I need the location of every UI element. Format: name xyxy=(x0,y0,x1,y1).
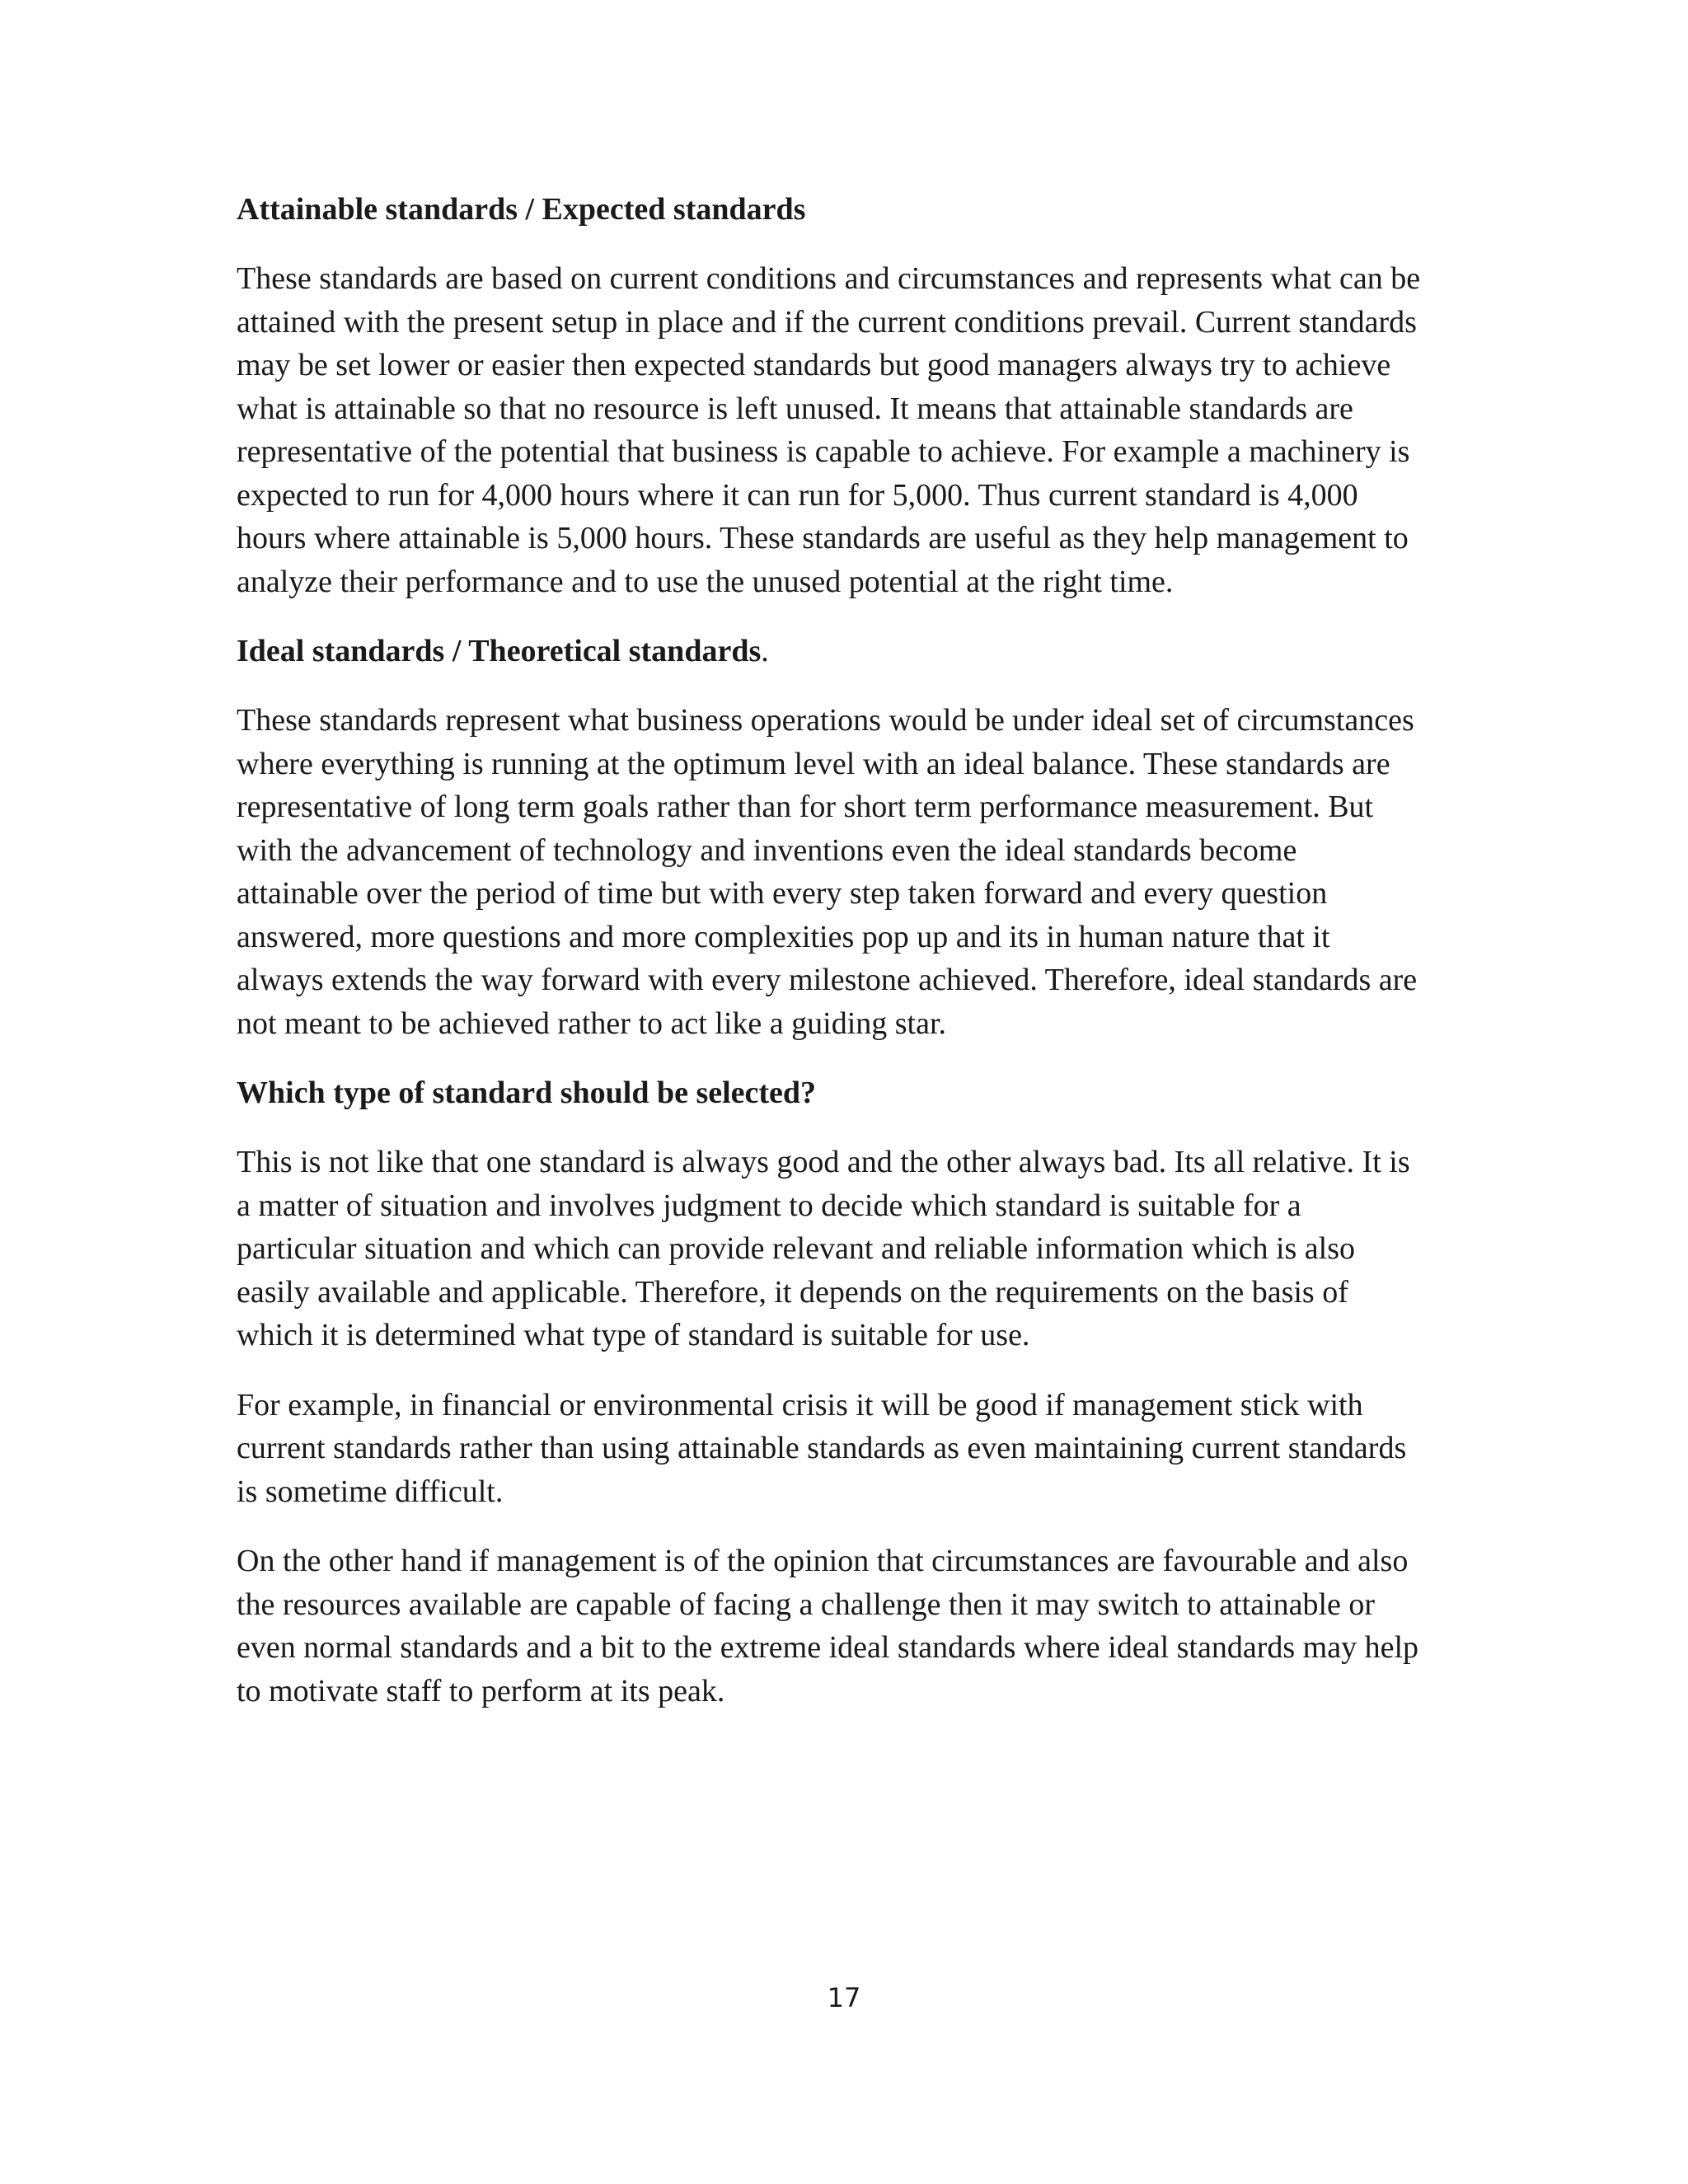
text-line: representative of long term goals rather than for short term performance measurement. But xyxy=(237,790,1374,824)
text-line: This is not like that one standard is always good and the other always bad. Its all relative. It is xyxy=(237,1145,1410,1179)
paragraph-which-type-1 xyxy=(237,1141,1489,1357)
paragraph-attainable xyxy=(237,257,1489,603)
section-heading-text: Ideal standards / Theoretical standards xyxy=(237,634,762,668)
paragraph-ideal xyxy=(237,699,1489,1045)
section-heading-which-type xyxy=(237,1071,1489,1114)
text-line: particular situation and which can provide relevant and reliable information which is also xyxy=(237,1231,1355,1266)
section-heading-attainable xyxy=(237,188,1489,231)
text-line: These standards are based on current conditions and circumstances and represents what can be xyxy=(237,261,1421,296)
text-line: with the advancement of technology and inventions even the ideal standards become xyxy=(237,832,1297,868)
paragraph-which-type-3 xyxy=(237,1540,1489,1713)
text-line: expected to run for 4,000 hours where it can run for 5,000. Thus current standard is 4,000 xyxy=(237,477,1358,513)
text-line: easily available and applicable. Therefore, it depends on the requirements on the basis of xyxy=(237,1274,1348,1310)
section-heading-suffix: . xyxy=(761,634,769,668)
text-line: current standards rather than using attainable standards as even maintaining current standards xyxy=(237,1431,1407,1465)
text-line: For example, in financial or environmental crisis it will be good if management stick with xyxy=(237,1387,1363,1422)
text-line: not meant to be achieved rather to act like a guiding star. xyxy=(237,1005,947,1041)
text-line: On the other hand if management is of the opinion that circumstances are favourable and also xyxy=(237,1544,1409,1578)
paragraph-which-type-2 xyxy=(237,1384,1489,1514)
text-line: These standards represent what business operations would be under ideal set of circumstances xyxy=(237,703,1414,738)
text-line: is sometime difficult. xyxy=(237,1474,504,1509)
text-line: to motivate staff to perform at its peak. xyxy=(237,1673,725,1708)
text-line: even normal standards and a bit to the extreme ideal standards where ideal standards may help xyxy=(237,1630,1418,1665)
text-line: answered, more questions and more complexities pop up and its in human nature that it xyxy=(237,919,1330,954)
text-line: may be set lower or easier then expected standards but good managers always try to achieve xyxy=(237,348,1391,382)
section-heading-text: Which type of standard should be selected? xyxy=(237,1076,817,1110)
section-heading-ideal xyxy=(237,630,1489,673)
text-line: representative of the potential that business is capable to achieve. For example a machinery is xyxy=(237,434,1410,469)
section-heading-text: Attainable standards / Expected standards xyxy=(237,192,806,227)
text-line: a matter of situation and involves judgment to decide which standard is suitable for a xyxy=(237,1188,1301,1223)
page-content xyxy=(237,188,1489,1739)
text-line: the resources available are capable of facing a challenge then it may switch to attainable or xyxy=(237,1586,1376,1622)
text-line: always extends the way forward with every milestone achieved. Therefore, ideal standards are xyxy=(237,963,1418,997)
text-line: analyze their performance and to use the unused potential at the right time. xyxy=(237,564,1174,599)
text-line: where everything is running at the optimum level with an ideal balance. These standards are xyxy=(237,746,1390,781)
text-line: attainable over the period of time but with every step taken forward and every question xyxy=(237,876,1328,911)
text-line: attained with the present setup in place and if the current conditions prevail. Current standards xyxy=(237,304,1417,340)
text-line: what is attainable so that no resource is left unused. It means that attainable standards are xyxy=(237,391,1353,426)
text-line: which it is determined what type of standard is suitable for use. xyxy=(237,1318,1030,1352)
page-number: 17 xyxy=(827,1982,861,2013)
text-line: hours where attainable is 5,000 hours. These standards are useful as they help management to xyxy=(237,521,1409,555)
